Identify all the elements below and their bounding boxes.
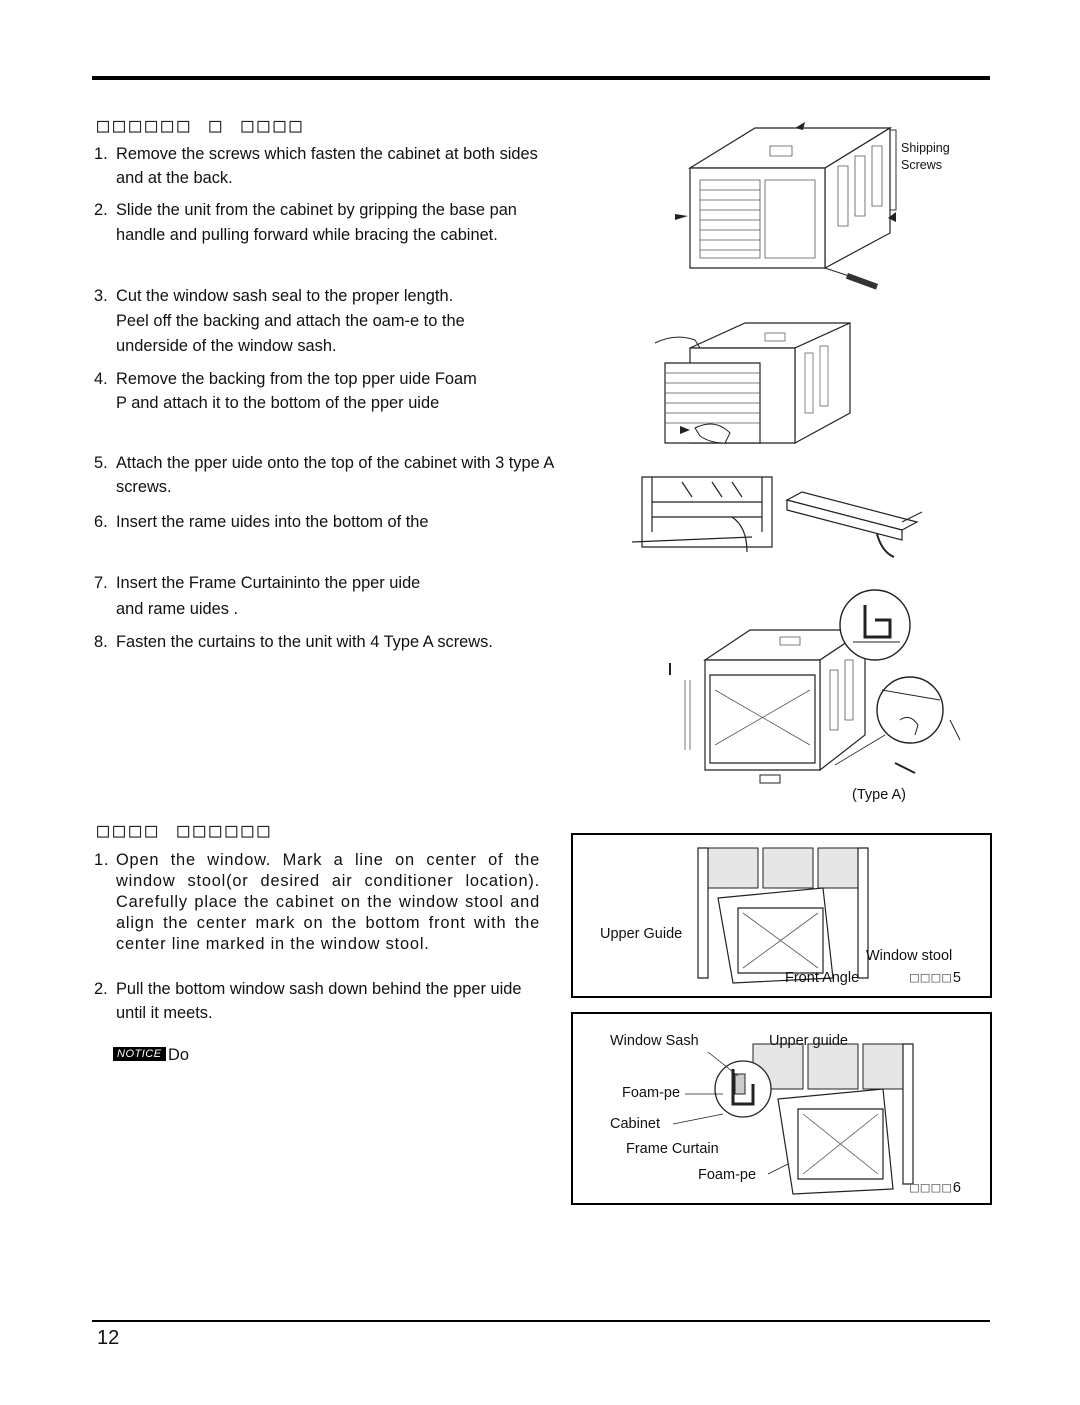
step-text: Fasten the curtains to the unit with 4 Type A screws. — [116, 633, 493, 651]
step-4 — [94, 367, 546, 415]
figure-5-caption — [910, 970, 961, 986]
figure-5-box — [571, 833, 992, 998]
front-angle-label: Front Angle — [785, 970, 860, 986]
foam-pe-label-2: Foam-pe — [698, 1167, 757, 1183]
frame-curtain-label: Frame Curtain — [626, 1141, 719, 1157]
window-heading: □□□□ □□□□□□ — [97, 818, 274, 842]
step-8 — [94, 630, 546, 654]
screws-text: Screws — [901, 158, 942, 172]
shipping-label — [901, 140, 950, 174]
notice-badge: NOTICE — [113, 1047, 166, 1061]
figure-6-box — [571, 1012, 992, 1205]
step-number: 2. — [94, 980, 108, 998]
step-3 — [94, 284, 546, 359]
top-rule — [92, 76, 990, 80]
step-text: Attach the pper uide onto the top of the cabinet with 3 type A screws. — [116, 454, 554, 496]
step-text: Remove the backing from the top pper uide Foam — [116, 370, 477, 388]
window-stool-label: Window stool — [866, 948, 953, 964]
step-text: Pull the bottom window sash down behind the pper uide until it meets. — [116, 980, 522, 1022]
page-number: 12 — [97, 1327, 120, 1349]
step-1 — [94, 142, 546, 190]
step-number: 4. — [94, 370, 108, 388]
step-number: 7. — [94, 574, 108, 592]
window-step-2 — [94, 977, 524, 1025]
step-number: 2. — [94, 201, 108, 219]
window-step-1 — [94, 850, 540, 955]
step-number: 6. — [94, 513, 108, 531]
step-text: Slide the unit from the cabinet by gripping the base pan handle and pulling forward while bracing the cabinet. — [116, 201, 517, 244]
window-guide-illustration — [632, 472, 922, 562]
step-7 — [94, 570, 546, 622]
figure-5-marker: □□□□ — [910, 970, 953, 986]
step-text: Insert the Frame Curtaininto the pper uide — [116, 574, 421, 592]
step-number: 5. — [94, 454, 108, 472]
install-heading: □□□□□□ □ □□□□ — [97, 113, 306, 137]
step-5 — [94, 451, 554, 499]
step-text: Cut the window sash seal to the proper length. — [116, 287, 454, 305]
step-text: Remove the screws which fasten the cabinet at both sides and at the back. — [116, 145, 538, 187]
upper-guide-label: Upper guide — [769, 1033, 848, 1049]
step-number: 1. — [94, 145, 108, 163]
step-text: Open the window. Mark a line on center of the window stool(or desired air conditioner location). Carefully place the cabinet on the window stool and align the center mark on the bottom front with the center line marked in the window stool. — [116, 851, 540, 953]
step-number: 8. — [94, 633, 108, 651]
step-text: Insert the rame uides into the bottom of the — [116, 513, 429, 531]
figure-6-marker: □□□□ — [910, 1180, 953, 1196]
cabinet-curtain-illustration — [660, 585, 980, 790]
step-text-cont: Peel off the backing and attach the oam-e to the underside of the window sash. — [116, 312, 465, 355]
step-number: 1. — [94, 851, 110, 869]
unit-shipping-screws-illustration — [660, 118, 900, 308]
unit-slide-out-illustration — [655, 318, 860, 463]
shipping-text: Shipping — [901, 141, 950, 155]
cabinet-label: Cabinet — [610, 1116, 660, 1132]
bottom-rule — [92, 1320, 990, 1322]
notice-text: Do — [168, 1046, 189, 1064]
upper-guide-label: Upper Guide — [600, 926, 683, 942]
figure-6-leader-lines — [573, 1014, 990, 1203]
step-text-cont: and rame uides . — [116, 600, 239, 618]
window-sash-label: Window Sash — [610, 1033, 699, 1049]
step-2 — [94, 198, 524, 248]
foam-pe-label: Foam-pe — [622, 1085, 681, 1101]
type-a-label: (Type A) — [852, 787, 906, 803]
step-text-cont: P and attach it to the bottom of the pper uide — [116, 394, 440, 412]
step-6 — [94, 510, 546, 534]
step-number: 3. — [94, 287, 108, 305]
figure-5-number: 5 — [952, 970, 961, 986]
figure-6-number: 6 — [952, 1180, 961, 1196]
